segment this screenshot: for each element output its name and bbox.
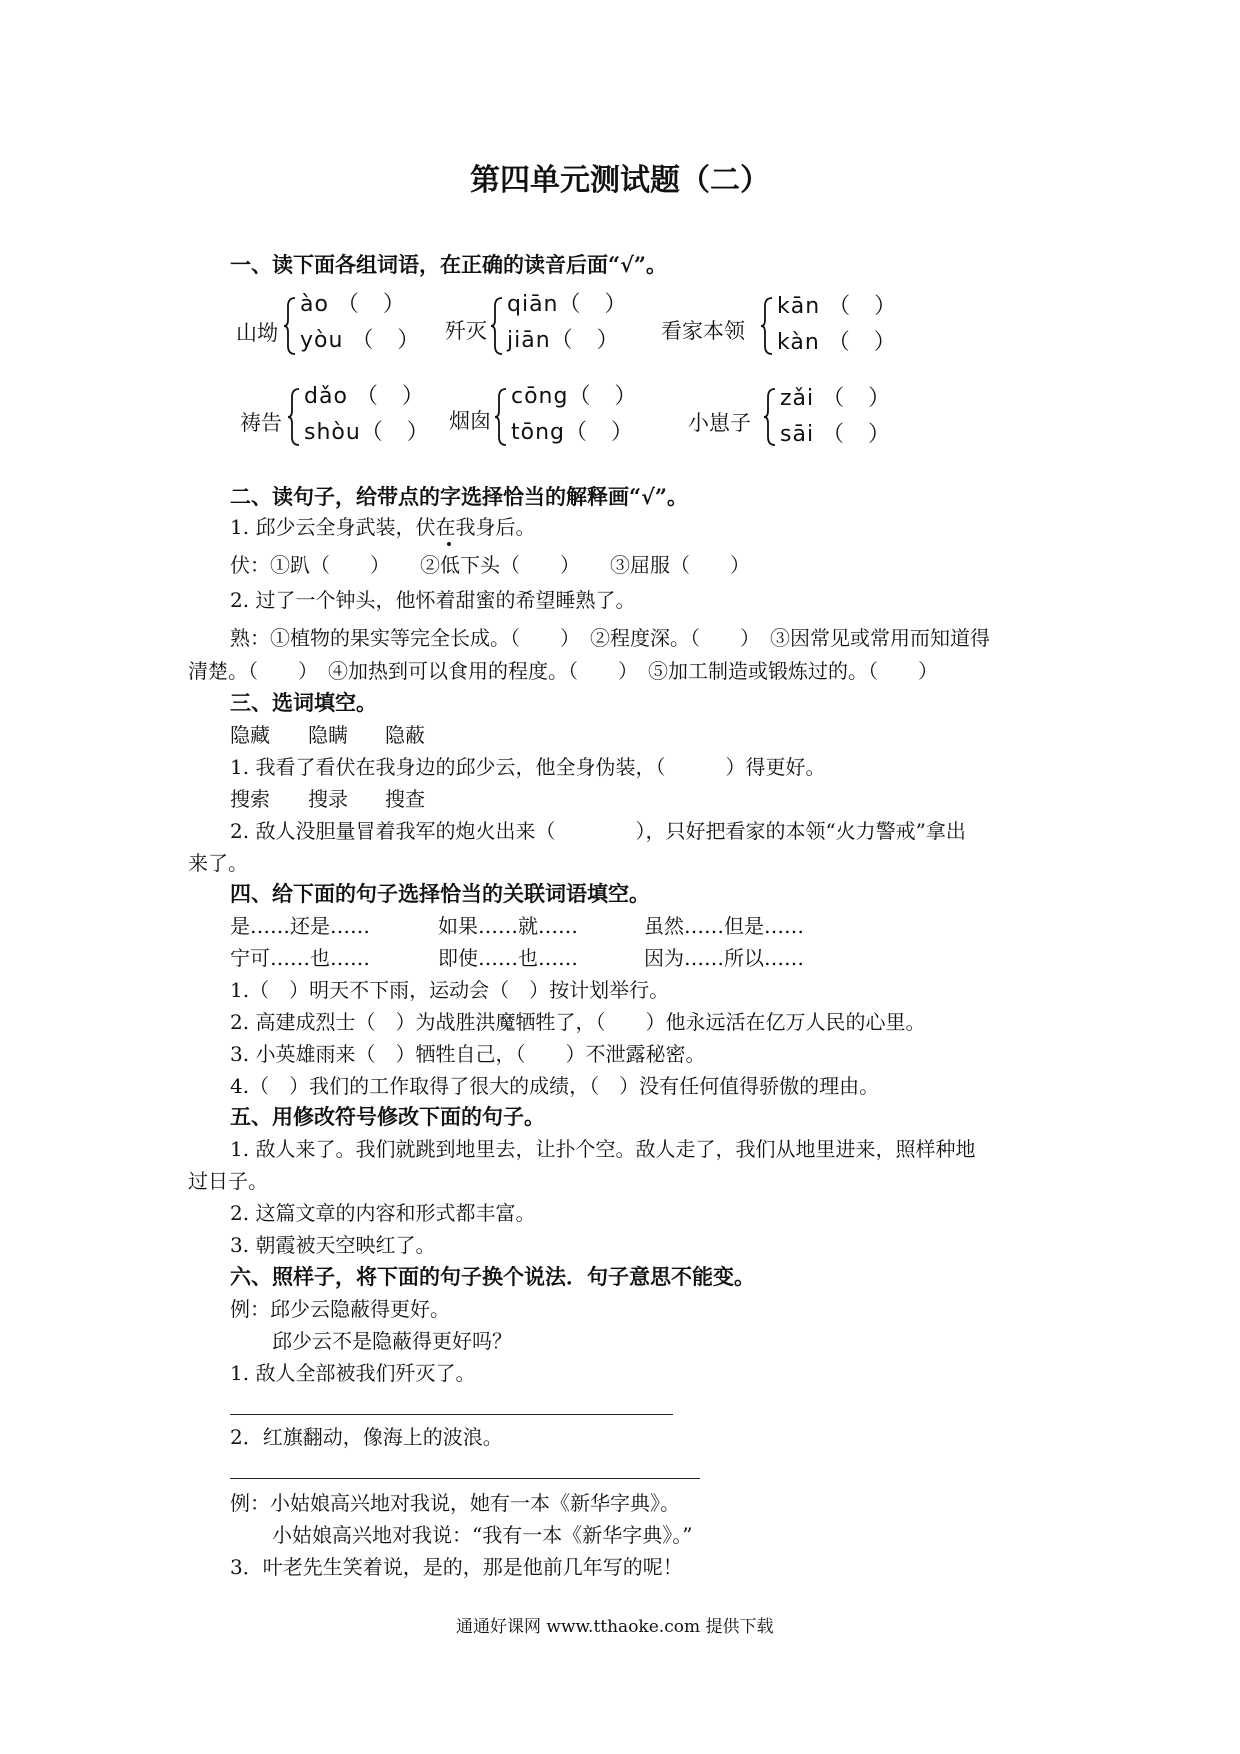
word-choice: 搜录 xyxy=(308,787,348,811)
group-word: 烟囱 xyxy=(449,409,491,433)
conjunction-choice: 是……还是…… xyxy=(230,914,370,938)
question: 3. 朝霞被天空映红了。 xyxy=(230,1233,436,1257)
brace-icon xyxy=(494,387,508,447)
question: 1. 敌人全部被我们歼灭了。 xyxy=(230,1361,476,1385)
question: 2．红旗翻动，像海上的波浪。 xyxy=(230,1425,503,1449)
reading-option: tōng（ ） xyxy=(511,420,634,445)
brace-icon xyxy=(763,387,777,447)
conjunction-choice: 因为……所以…… xyxy=(644,946,804,970)
question-continued: 来了。 xyxy=(188,851,248,875)
options-line: 清楚。（ ） ④加热到可以食用的程度。（ ） ⑤加工制造或锻炼过的。（ ） xyxy=(188,659,938,683)
section-2-heading: 二、读句子，给带点的字选择恰当的解释画“√”。 xyxy=(230,484,688,509)
answer-line[interactable] xyxy=(230,1414,673,1415)
group-word: 祷告 xyxy=(240,411,282,435)
group-word: 歼灭 xyxy=(445,319,487,343)
reading-option: zǎi （ ） xyxy=(780,386,892,411)
question: 3. 小英雄雨来（ ）牺牲自己，（ ）不泄露秘密。 xyxy=(230,1042,706,1066)
group-word: 山坳 xyxy=(236,321,278,345)
sentence: 2. 过了一个钟头，他怀着甜蜜的希望睡熟了。 xyxy=(230,588,636,612)
section-3-heading: 三、选词填空。 xyxy=(230,690,377,715)
sentence: 1. 邱少云全身武装，伏在我身后。 xyxy=(230,515,536,539)
reading-option: kàn （ ） xyxy=(777,330,897,355)
options-line: 熟：①植物的果实等完全长成。（ ） ②程度深。（ ） ③因常见或常用而知道得 xyxy=(230,626,990,650)
section-4-heading: 四、给下面的句子选择恰当的关联词语填空。 xyxy=(230,881,650,906)
word-choice: 隐瞒 xyxy=(308,723,348,747)
reading-option: sāi （ ） xyxy=(780,422,892,447)
group-word: 看家本领 xyxy=(661,319,745,343)
brace-icon xyxy=(283,296,297,356)
brace-icon xyxy=(760,296,774,356)
question: 3．叶老先生笑着说，是的，那是他前几年写的呢！ xyxy=(230,1555,683,1579)
reading-option: ào （ ） xyxy=(300,292,406,317)
question: 2. 这篇文章的内容和形式都丰富。 xyxy=(230,1201,536,1225)
question: 1. 敌人来了。我们就跳到地里去，让扑个空。敌人走了，我们从地里进来，照样种地 xyxy=(230,1137,976,1161)
footer-text: 通通好课网 www.tthaoke.com 提供下载 xyxy=(456,1617,774,1637)
question: 4.（ ）我们的工作取得了很大的成绩，（ ）没有任何值得骄傲的理由。 xyxy=(230,1074,880,1098)
question: 2. 高建成烈士（ ）为战胜洪魔牺牲了，（ ）他永远活在亿万人民的心里。 xyxy=(230,1010,926,1034)
reading-option: qiān（ ） xyxy=(507,292,628,317)
section-5-heading: 五、用修改符号修改下面的句子。 xyxy=(230,1104,545,1129)
reading-option: shòu（ ） xyxy=(304,420,430,445)
reading-option: kān （ ） xyxy=(777,294,898,319)
example: 例：邱少云隐蔽得更好。 xyxy=(230,1297,450,1321)
reading-option: jiān（ ） xyxy=(507,328,620,353)
page-title: 第四单元测试题（二） xyxy=(470,163,770,198)
group-word: 小崽子 xyxy=(688,411,751,435)
word-choice: 隐藏 xyxy=(230,723,270,747)
question: 1. 我看了看伏在我身边的邱少云，他全身伪装，（ ）得更好。 xyxy=(230,755,826,779)
emphasis-dot xyxy=(447,542,451,546)
word-choice: 隐蔽 xyxy=(385,723,425,747)
conjunction-choice: 即使……也…… xyxy=(438,946,578,970)
section-6-heading: 六、照样子，将下面的句子换个说法．句子意思不能变。 xyxy=(230,1264,755,1289)
question-continued: 过日子。 xyxy=(188,1169,268,1193)
conjunction-choice: 宁可……也…… xyxy=(230,946,370,970)
reading-option: yòu （ ） xyxy=(300,328,421,353)
example: 邱少云不是隐蔽得更好吗？ xyxy=(272,1329,512,1353)
conjunction-choice: 如果……就…… xyxy=(438,914,578,938)
brace-icon xyxy=(490,296,504,356)
answer-line[interactable] xyxy=(230,1478,700,1479)
reading-option: dǎo （ ） xyxy=(304,384,425,409)
reading-option: cōng（ ） xyxy=(511,384,638,409)
question: 1.（ ）明天不下雨，运动会（ ）按计划举行。 xyxy=(230,978,670,1002)
example: 小姑娘高兴地对我说：“我有一本《新华字典》。” xyxy=(272,1523,693,1547)
example: 例：小姑娘高兴地对我说，她有一本《新华字典》。 xyxy=(230,1491,680,1515)
word-choice: 搜索 xyxy=(230,787,270,811)
brace-icon xyxy=(287,387,301,447)
conjunction-choice: 虽然……但是…… xyxy=(644,914,804,938)
question: 2. 敌人没胆量冒着我军的炮火出来（ ），只好把看家的本领“火力警戒”拿出 xyxy=(230,819,966,843)
section-1-heading: 一、读下面各组词语，在正确的读音后面“√”。 xyxy=(230,252,667,277)
word-choice: 搜查 xyxy=(385,787,425,811)
options-line: 伏：①趴（ ） ②低下头（ ） ③屈服（ ） xyxy=(230,553,750,577)
